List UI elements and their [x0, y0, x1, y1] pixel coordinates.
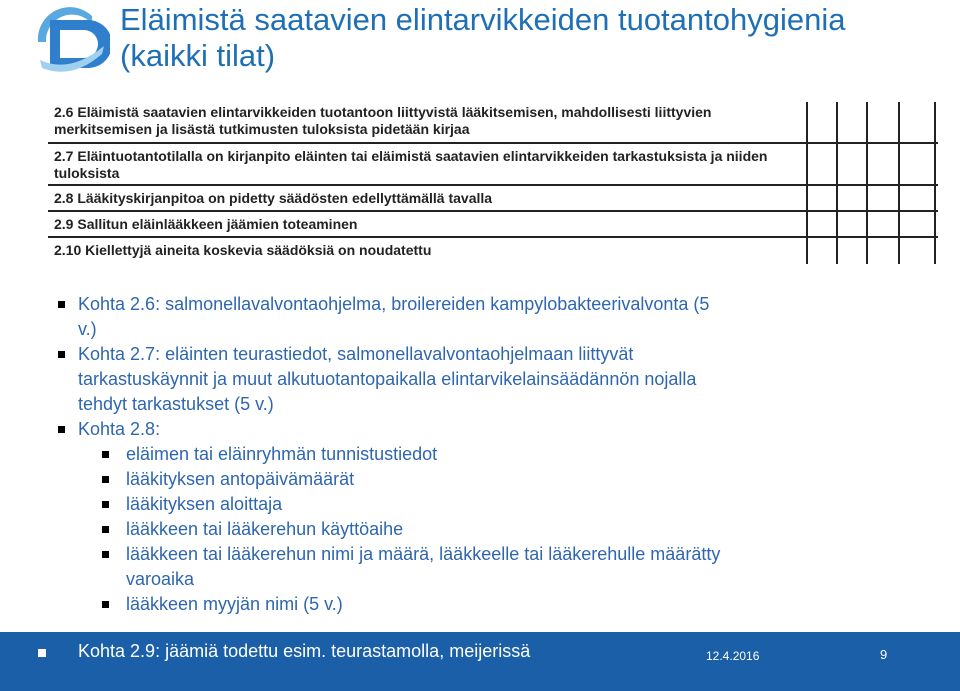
bullet-text: lääkkeen tai lääkerehun käyttöaihe	[126, 519, 404, 539]
table-divider	[898, 102, 900, 264]
bullet-icon	[58, 351, 65, 358]
table-divider	[866, 102, 868, 264]
bullet-text: lääkityksen aloittaja	[126, 494, 283, 514]
bullet-text-cont: tarkastuskäynnit ja muut alkutuotantopaikalla elintarvikelainsäädännön nojalla	[78, 369, 697, 389]
bullet-text-cont: varoaika	[126, 569, 195, 589]
page-title	[120, 2, 950, 74]
row-text: 2.6 Eläimistä saatavien elintarvikkeiden tuotantoon liittyvistä lääkitsemisen, mahdollisesti liittyvien merkitsemisen ja lisästä tutkimusten tuloksista pidetään kirjaa	[54, 104, 712, 137]
bullet-text: Kohta 2.7: eläinten teurastiedot, salmonellavalvontaohjelmaan liittyvät	[78, 344, 634, 364]
row-text: 2.8 Lääkityskirjanpitoa on pidetty säädösten edellyttämällä tavalla	[54, 190, 493, 206]
bullet-icon	[58, 426, 65, 433]
bullet-icon	[102, 451, 109, 458]
bullet-text: lääkkeen myyjän nimi (5 v.)	[126, 594, 343, 614]
bullet-text: Kohta 2.8:	[78, 419, 161, 439]
bullet-text-cont: v.)	[78, 319, 97, 339]
table-row	[48, 144, 938, 186]
bullet-icon	[102, 526, 109, 533]
footer-bar	[0, 632, 960, 691]
evira-logo	[30, 2, 110, 82]
footer-date: 12.4.2016	[706, 649, 760, 663]
table-row	[48, 186, 938, 212]
bullet-text: lääkkeen tai lääkerehun nimi ja määrä, lääkkeelle tai lääkerehulle määrätty	[126, 544, 721, 564]
bullet-icon	[38, 649, 46, 657]
bullet-icon	[102, 551, 109, 558]
table-divider	[836, 102, 838, 264]
row-text: 2.10 Kiellettyjä aineita koskevia säädöksiä on noudatettu	[54, 242, 432, 258]
title-line-1: Eläimistä saatavien elintarvikkeiden tuotantohygienia	[120, 2, 846, 37]
title-line-2: (kaikki tilat)	[120, 38, 276, 73]
bullet-text-cont: tehdyt tarkastukset (5 v.)	[78, 394, 274, 414]
table-divider	[806, 102, 808, 264]
bullet-icon	[102, 476, 109, 483]
bullet-icon	[102, 601, 109, 608]
bullet-text: lääkityksen antopäivämäärät	[126, 469, 355, 489]
row-text: 2.7 Eläintuotantotilalla on kirjanpito eläinten tai eläimistä saatavien elintarvikkeiden tarkastuksista ja niiden tuloksista	[54, 148, 768, 181]
checklist-table-image	[48, 102, 938, 264]
bullet-icon	[58, 301, 65, 308]
bullet-icon	[102, 501, 109, 508]
page-number: 9	[880, 647, 888, 662]
bullet-text: eläimen tai eläinryhmän tunnistustiedot	[126, 444, 438, 464]
footer-text: Kohta 2.9: jäämiä todettu esim. teurastamolla, meijerissä	[78, 641, 531, 661]
row-text: 2.9 Sallitun eläinlääkkeen jäämien toteaminen	[54, 216, 358, 232]
table-row	[48, 212, 938, 238]
table-row	[48, 102, 938, 144]
table-row	[48, 238, 938, 262]
bullet-text: Kohta 2.6: salmonellavalvontaohjelma, broilereiden kampylobakteerivalvonta (5	[78, 294, 710, 314]
table-divider	[934, 102, 936, 264]
